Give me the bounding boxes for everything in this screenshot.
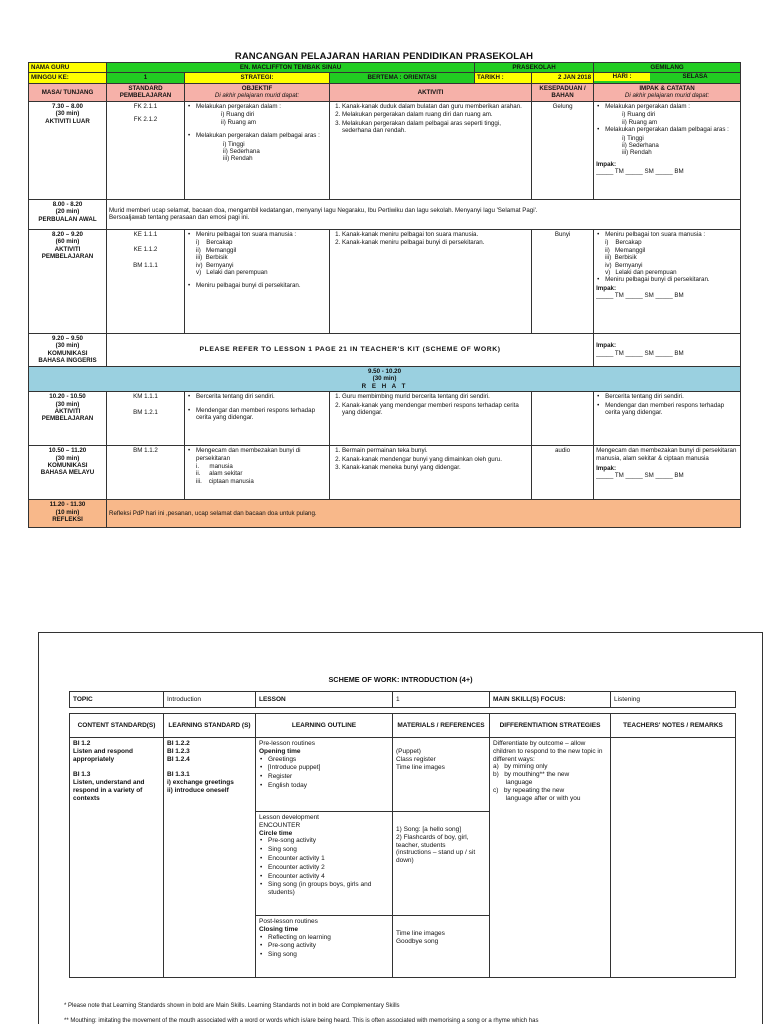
hari-value: SELASA <box>682 73 708 81</box>
teachers-kit-notice: PLEASE REFER TO LESSON 1 PAGE 21 IN TEACHER'S KIT (SCHEME OF WORK) <box>107 333 594 366</box>
col-kesepaduan: KESEPADUAN / BAHAN <box>532 83 594 101</box>
page-title: RANCANGAN PELAJARAN HARIAN PENDIDIKAN PRASEKOLAH <box>234 51 534 62</box>
standard-cell: FK 2.1.1 FK 2.1.2 <box>107 101 185 199</box>
impak-cell: • Melakukan pergerakan dalam : i) Ruang diri ii) Ruang am • Melakukan pergerakan dalam pelbagai aras : i) Tinggi ii) Sederhana iii) Rendah Impak: _____ TM _____ SM _____ BM <box>594 101 741 199</box>
tarikh-label: TARIKH : <box>475 73 532 83</box>
col-masa: MASA/ TUNJANG <box>29 83 107 101</box>
tema-value: BERTEMA : ORIENTASI <box>330 73 475 83</box>
masa-cell: 7.30 – 8.00 (30 min) AKTIVITI LUAR <box>29 101 107 199</box>
footnote-2: ** Mouthing: imitating the movement of the mouth associated with a word or words which is/are being heard. This is often associated with memorising a song or a rhyme which has <box>64 1018 539 1024</box>
nama-guru-label: NAMA GURU <box>29 63 107 73</box>
aktiviti-cell: 1. Kanak-kanak duduk dalam bulatan dan guru memberikan arahan. 2. Melakukan pergerakan dalam ruang diri dan ruang am. 3. Melakukan pergerakan dalam pelbagai aras seperti tinggi, sederhana dan rendah. <box>330 101 532 199</box>
row-perbualan-awal: 8.00 - 8.20 (20 min) PERBUALAN AWAL Murid memberi ucap selamat, bacaan doa, mengambil kedatangan, menyanyi lagu Negaraku, Ibu Pertiwiku dan lagu sekolah. Menyanyi lagu 'Selamat Pagi'. Bersoaljawab tentang perasaan dan emosi pagi ini. <box>29 199 741 229</box>
col-standard: STANDARD PEMBELAJARAN <box>107 83 185 101</box>
hari-label: HARI : <box>594 73 650 80</box>
sow-title: SCHEME OF WORK: INTRODUCTION (4+) <box>328 675 473 684</box>
row-komunikasi-bm: 10.50 – 11.20 (30 min) KOMUNIKASI BAHASA MELAYU BM 1.1.2 • Mengecam dan membezakan bunyi di persekitaran i. manusia ii. alam sekitar iii. ciptaan manusia 1. Bermain permainan teka bunyi. 2. Kanak-kanak mendengar bunyi yang dimainkan oleh guru. 3. Kanak-kanak meneka bunyi yang didengar. audio Mengecam dan membezakan bunyi di persekitaran manusia, alam sekitar & ciptaan manusia Impak: _____ TM _____ SM _____ BM <box>29 446 741 500</box>
row-aktiviti-luar <box>29 101 741 199</box>
tarikh-value: 2 JAN 2018 <box>532 73 594 83</box>
col-aktiviti: AKTIVITI <box>330 83 532 101</box>
row-komunikasi-bi: 9.20 – 9.50 (30 min) KOMUNIKASI BAHASA INGGERIS PLEASE REFER TO LESSON 1 PAGE 21 IN TEACHER'S KIT (SCHEME OF WORK) Impak: _____ TM _____ SM _____ BM <box>29 333 741 366</box>
footnote-1: * Please note that Learning Standards shown in bold are Main Skills. Learning Standards not in bold are Complementary Skills <box>64 1003 400 1009</box>
col-impak: IMPAK & CATATAN Di akhir pelajaran murid dapat: <box>594 83 741 101</box>
row-aktiviti-pembelajaran-2: 10.20 - 10.50 (30 min) AKTIVITI PEMBELAJARAN KM 1.1.1 BM 1.2.1 • Bercerita tentang diri sendiri. • Mendengar dan memberi respons terhadap cerita yang didengar. 1. Guru membimbing murid bercerita tentang diri sendiri. 2. Kanak-kanak yang mendengar memberi respons terhadap cerita yang didengar. • Bercerita tentang diri sendiri. • Mendengar dan memberi respons terhadap cerita yang didengar. <box>29 392 741 446</box>
scheme-of-work-panel <box>38 632 763 1024</box>
prasekolah-value: GEMILANG <box>594 63 741 73</box>
minggu-label: MINGGU KE: <box>29 73 107 83</box>
strategi-label: STRATEGI: <box>185 73 330 83</box>
lesson-plan-table <box>28 62 741 528</box>
prasekolah-label: PRASEKOLAH <box>475 63 594 73</box>
nama-guru-value: EN. MACLIFFTON TEMBAK SINAU <box>107 63 475 73</box>
bahan-cell: Gelung <box>532 101 594 199</box>
row-aktiviti-pembelajaran: 8.20 – 9.20 (60 min) AKTIVITI PEMBELAJARAN KE 1.1.1 KE 1.1.2 BM 1.1.1 • Meniru pelbagai ton suara manusia : i) Bercakap ii) Memanggil iii) Berbisik iv) Bernyanyi v) Lelaki dan perempuan • Meniru pelbagai bunyi di persekitaran. 1. Kanak-kanak meniru pelbagai ton suara manusia. 2. Kanak-kanak meniru pelbagai bunyi di persekitaran. Bunyi • Meniru pelbagai ton suara manusia : i) Bercakap ii) Memanggil iii) Berbisik iv) Bernyanyi v) Lelaki dan perempuan • Meniru pelbagai bunyi di persekitaran. Impak: _____ TM _____ SM _____ BM <box>29 229 741 333</box>
row-rehat: 9.50 - 10.20 (30 min) R E H A T <box>29 366 741 391</box>
row-refleksi: 11.20 - 11.30 (10 min) REFLEKSI Refleksi PdP hari ini ,pesanan, ucap selamat dan bacaan doa untuk pulang. <box>29 500 741 528</box>
sow-table: TOPIC Introduction LESSON 1 MAIN SKILL(S) FOCUS: Listening CONTENT STANDARD(S) LEARNING STANDARD (S) LEARNING OUTLINE MATERIALS / REFERENCES DIFFERENTIATION STRATEGIES TEACHERS' NOTES / REMARKS BI 1.2 Listen and respond appropriately BI 1.3 Listen, understand and respond in a variety of contexts BI 1.2.2 BI 1.2.3 BI 1.2.4 BI 1.3.1 i) exchange greetings ii) introduce oneself Pre-lesson routines Opening time • Greetings • [Introduce puppet] • Register • English today (Puppet) Class register Time line images Differentiate by outcome – allow children to respond to the new topic in different ways: a) by miming only b) by mouthing** the new language c) by repeating the new language after or with you Lesson development ENCOUNTER Circle time • Pre-song activity • Sing song • Encounter activity 1 • Encounter activity 2 • Encounter activity 4 • Sing song (in groups boys, girls and students) 1) Song: [a hello song] 2) Flashcards of boy, girl, teacher, students (instructions – stand up / sit down) Post-lesson routines Closing time • Reflecting on learning • Pre-song activity • Sing song Time line images Goodbye song <box>69 691 736 978</box>
objektif-cell: • Melakukan pergerakan dalam : i) Ruang diri ii) Ruang am • Melakukan pergerakan dalam pelbagai aras : i) Tinggi ii) Sederhana iii) Rendah <box>185 101 330 199</box>
col-objektif: OBJEKTIF Di akhir pelajaran murid dapat: <box>185 83 330 101</box>
minggu-value: 1 <box>107 73 185 83</box>
